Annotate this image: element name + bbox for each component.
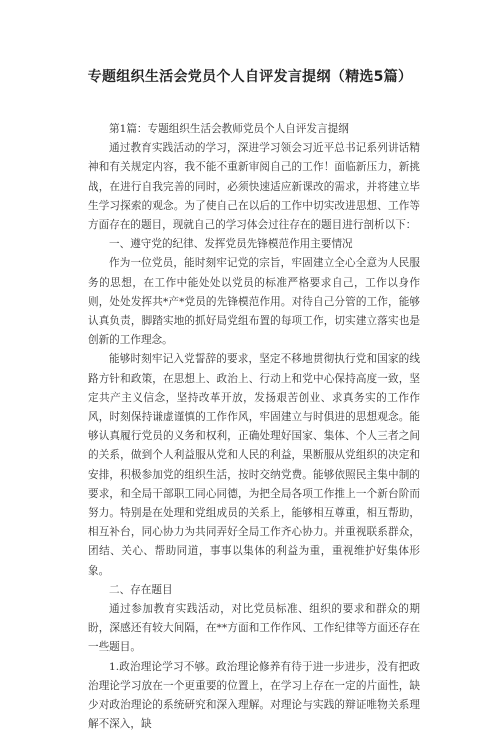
document-title: 专题组织生活会党员个人自评发言提纲（精选5篇） [87,69,413,85]
chapter-heading: 第1篇：专题组织生活会教师党员个人自评发言提纲 [109,123,349,135]
body-paragraph: 通过参加教育实践活动，对比党员标准、组织的要求和群众的期盼，深感还有较大间隔，在**方面和工作作风、工作纪律等方面还存在一些题目。 [88,603,420,654]
intro-paragraph: 通过教育实践活动的学习，深进学习领会习近平总书记系列讲话精神和有关规定内容，我不能不重新审阅自己的工作！面临新压力，新挑战，在进行自我完善的同时，必须快速适应新课改的需求，并将建立毕生学习探索的观念。为了使自己在以后的工作中切实改进思想、工作等方面存在的题目，现就自己的学习体会过往存在的题目进行剖析以下： [88,142,420,232]
body-paragraph: 1.政治理论学习不够。政治理论修养有待于进一步进步，没有把政治理论学习放在一个更重要的位置上，在学习上存在一定的片面性，缺少对政治理论的系统研究和深入理解。对理论与实践的辩证唯物关系理解不深入，缺 [88,660,420,731]
body-paragraph: 能够时刻牢记入党誓辞的要求，坚定不移地贯彻执行党和国家的线路方针和政策，在思想上、政治上、行动上和党中心保持高度一致，坚定共产主义信念，坚持改革开放，发扬艰苦创业、求真务实的工作作风，时刻保持谦虚谨慎的工作作风，牢固建立与时俱进的思想观念。能够认真履行党员的义务和权利，正确处理好国家、集体、个人三者之间的关系，做到个人利益服从党和人民的利益，果断服从党组织的决定和安排，积极参加党的组织生活，按时交纳党费。能够依照民主集中制的要求，和全局干部职工同心同德，为把全局各项工作推上一个新台阶而努力。特别是在处理和党组成员的关系上，能够相互尊重，相互帮助，相互补台，同心协力为共同弄好全局工作齐心协力。并重视联系群众，团结、关心、帮助同道，事事以集体的利益为重，重视维护好集体形象。 [88,353,420,577]
document-body [88,120,420,735]
section-heading-2: 二、存在题目 [109,583,173,596]
section-heading-1: 一、遵守党的纪律、发挥党员先锋模范作用主要情况 [109,238,353,251]
body-paragraph: 作为一位党员，能时刻牢记党的宗旨，牢固建立全心全意为人民服务的思想，在工作中能处处以党员的标准严格要求自己，工作以身作则，处处发挥共*产*党员的先锋模范作用。对待自己分管的工作，能够认真负责，脚踏实地的抓好局党组布置的每项工作，切实建立落实也是创新的工作理念。 [88,257,420,347]
